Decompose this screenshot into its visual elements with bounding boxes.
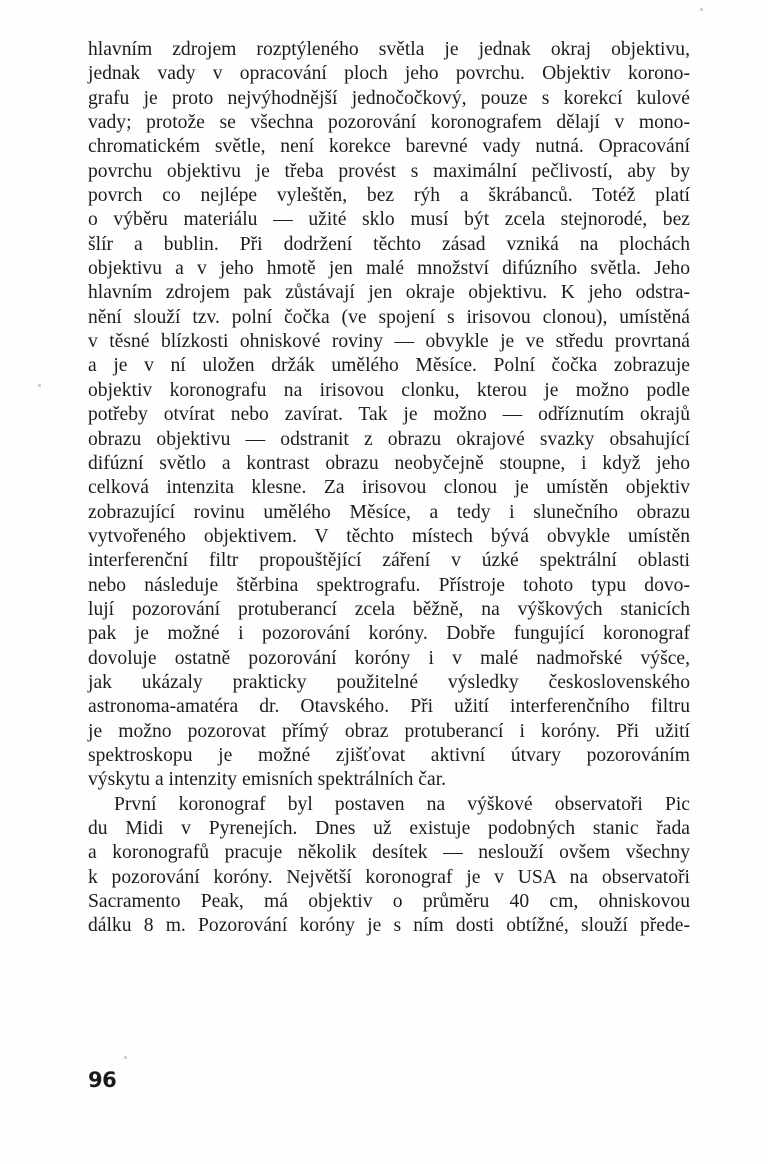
text-line: lují pozorování protuberancí zcela běžně, na výškových stanicích — [88, 598, 690, 620]
text-line: a je v ní uložen držák umělého Měsíce. Polní čočka zobrazuje — [88, 355, 690, 377]
text-line: difúzní světlo a kontrast obrazu neobyčejně stoupne, i když jeho — [88, 452, 690, 474]
text-line: dovoluje ostatně pozorování koróny i v malé nadmořské výšce, — [88, 647, 690, 669]
text-line: obrazu objektivu — odstranit z obrazu okrajové svazky obsahující — [88, 428, 690, 450]
paragraph-1 — [88, 38, 690, 793]
text-line: pak je možné i pozorování koróny. Dobře fungující koronograf — [88, 623, 690, 645]
scan-speck — [700, 8, 703, 11]
text-line: Sacramento Peak, má objektiv o průměru 40 cm, ohniskovou — [88, 891, 690, 913]
text-line: jak ukázaly prakticky použitelné výsledky československého — [88, 671, 690, 693]
paragraph-2 — [88, 793, 690, 939]
text-line: chromatickém světle, není korekce barevné vady nutná. Opracování — [88, 136, 690, 158]
text-line: zobrazující rovinu umělého Měsíce, a tedy i slunečního obrazu — [88, 501, 690, 523]
text-line: celková intenzita klesne. Za irisovou clonou je umístěn objektiv — [88, 477, 690, 499]
text-line: spektroskopu je možné zjišťovat aktivní útvary pozorováním — [88, 744, 690, 766]
text-line: o výběru materiálu — užité sklo musí být zcela stejnorodé, bez — [88, 209, 690, 231]
text-line: interferenční filtr propouštějící záření v úzké spektrální oblasti — [88, 550, 690, 572]
text-line: povrch co nejlépe vyleštěn, bez rýh a škrábanců. Totéž platí — [88, 185, 690, 207]
text-line: k pozorování koróny. Největší koronograf je v USA na observatoři — [88, 866, 690, 888]
text-line: grafu je proto nejvýhodnější jednočočkový, pouze s korekcí kulové — [88, 87, 690, 109]
text-line: du Midi v Pyrenejích. Dnes už existuje podobných stanic řada — [88, 818, 690, 839]
text-line: hlavním zdrojem pak zůstávají jen okraje objektivu. K jeho odstra- — [88, 282, 690, 304]
text-line: nebo následuje štěrbina spektrografu. Přístroje tohoto typu dovo- — [88, 574, 690, 596]
text-line: povrchu objektivu je třeba provést s maximální pečlivostí, aby by — [88, 160, 690, 182]
text-line: výskytu a intenzity emisních spektrálních čar. — [88, 769, 447, 791]
text-line: jednak vady v opracování ploch jeho povrchu. Objektiv korono- — [88, 63, 690, 85]
page-number: 96 — [88, 1068, 117, 1092]
text-line: šlír a bublin. Při dodržení těchto zásad vzniká na plochách — [88, 233, 690, 255]
text-line: hlavním zdrojem rozptýleného světla je jednak okraj objektivu, — [88, 39, 690, 60]
text-line: dálku 8 m. Pozorování koróny je s ním dosti obtížné, slouží přede- — [88, 915, 690, 937]
scan-speck — [124, 1056, 127, 1059]
text-line: objektiv koronografu na irisovou clonku, kterou je možno podle — [88, 379, 690, 401]
text-line: První koronograf byl postaven na výškové observatoři Pic — [114, 793, 690, 815]
text-line: vady; protože se všechna pozorování koronografem dělají v mono- — [88, 112, 690, 134]
text-line: v těsné blízkosti ohniskové roviny — obvykle je ve středu provrtaná — [88, 331, 690, 353]
text-line: astronoma-amatéra dr. Otavského. Při užití interferenčního filtru — [88, 696, 690, 718]
text-line: je možno pozorovat přímý obraz protuberancí i koróny. Při užití — [88, 720, 690, 742]
scan-speck — [38, 384, 41, 387]
text-line: potřeby otvírat nebo zavírat. Tak je možno — odříznutím okrajů — [88, 404, 690, 426]
text-line: objektivu a v jeho hmotě jen malé množství difúzního světla. Jeho — [88, 258, 690, 280]
body-text — [88, 38, 690, 939]
text-line: vytvořeného objektivem. V těchto místech bývá obvykle umístěn — [88, 525, 690, 547]
text-line: nění slouží tzv. polní čočka (ve spojení s irisovou clonou), umístěná — [88, 306, 690, 328]
text-line: a koronografů pracuje několik desítek — neslouží ovšem všechny — [88, 842, 690, 864]
